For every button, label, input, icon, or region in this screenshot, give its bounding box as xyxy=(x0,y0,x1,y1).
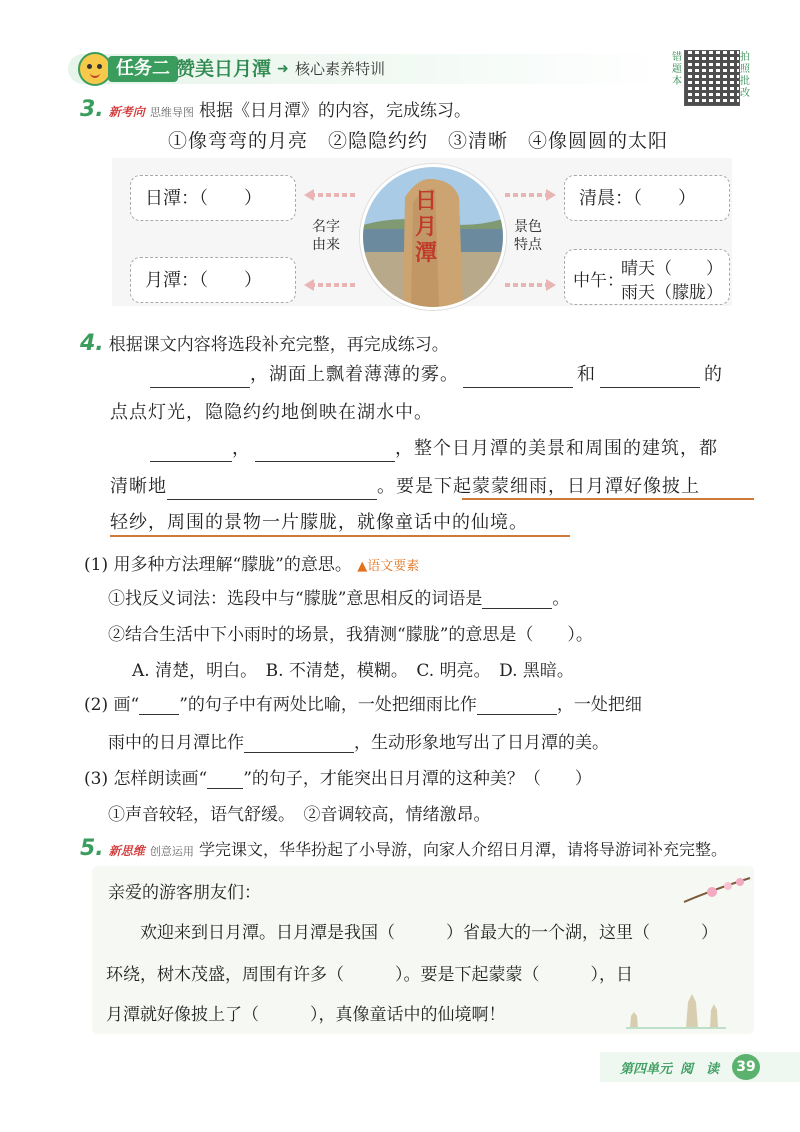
pagoda-icon xyxy=(626,990,726,1030)
q5-number: 5. xyxy=(80,836,104,861)
q4-p2-line2: 清晰地 。要是下起蒙蒙细雨，日月潭好像披上 xyxy=(110,474,700,500)
footer-section: 阅 读 xyxy=(680,1062,720,1077)
right-connector-label: 景色 特点 xyxy=(514,219,542,253)
blank-fill[interactable] xyxy=(150,367,250,388)
q4-number: 4. xyxy=(80,331,104,356)
q4-sub2-line1: (2) 画“ ”的句子中有两处比喻，一处把细雨比作 ，一处把细 xyxy=(84,695,642,715)
q4-p2-line1: ， ，整个日月潭的美景和周围的建筑，都 xyxy=(150,436,718,462)
blank-fill[interactable] xyxy=(244,732,354,753)
underline-mark xyxy=(462,498,754,500)
noon-sunny: 晴天（ ） xyxy=(621,259,723,279)
blank-fill[interactable] xyxy=(600,367,700,388)
task-badge: 任务二 xyxy=(108,56,178,82)
q4-heading xyxy=(80,330,449,356)
qr-right-label: 拍照批改 xyxy=(740,52,750,99)
q3-prompt: 根据《日月潭》的内容，完成练习。 xyxy=(198,101,471,121)
noon-label: 中午： xyxy=(573,271,624,291)
qr-code-icon[interactable] xyxy=(684,50,740,106)
q4-choices: A. 清楚，明白。 B. 不清楚，模糊。 C. 明亮。 D. 黑暗。 xyxy=(132,661,574,681)
task-title: 赞美日月潭 xyxy=(176,58,272,80)
q3-tag: 新考向 xyxy=(108,105,145,119)
task-subtitle: 核心素养特训 xyxy=(295,60,386,78)
q4-sub3-options: ①声音较轻，语气舒缓。 ②音调较高，情绪激昂。 xyxy=(108,805,491,825)
guide-line1: 欢迎来到日月潭。日月潭是我国（ ）省最大的一个湖，这里（ ） xyxy=(140,923,718,943)
mascot-icon xyxy=(78,52,112,86)
qr-left-label: 错题本 xyxy=(672,52,682,87)
left-connector-label: 名字 由来 xyxy=(312,219,340,253)
q3-heading xyxy=(80,96,471,122)
q4-sub1-b: ②结合生活中下小雨时的场景，我猜测“朦胧”的意思是（ ）。 xyxy=(108,625,593,645)
q3-tag-small: 思维导图 xyxy=(149,106,194,119)
q4-sub2-line2: 雨中的日月潭比作 ，生动形象地写出了日月潭的美。 xyxy=(108,733,609,753)
guide-greeting: 亲爱的游客朋友们： xyxy=(108,883,261,903)
q4-sub3: (3) 怎样朗读画“ ”的句子，才能突出日月潭的这种美？（ ） xyxy=(84,769,592,789)
underline-mark xyxy=(110,535,570,537)
q4-sub1-a: ①找反义词法：选段中与“朦胧”意思相反的词语是 。 xyxy=(108,589,570,609)
noon-rainy: 雨天（朦胧） xyxy=(621,283,723,303)
sub1-tag: 语文要素 xyxy=(367,559,420,574)
blank-fill[interactable] xyxy=(255,441,395,462)
underline-sample xyxy=(207,774,243,789)
underlined-sentence: 。要是下起蒙蒙细雨，日月潭好像披上 xyxy=(377,476,700,497)
page-number: 39 xyxy=(732,1054,760,1080)
blank-fill[interactable] xyxy=(477,694,557,715)
yuetan-box[interactable]: 月潭：（ ） xyxy=(130,257,296,303)
underline-sample xyxy=(139,700,179,715)
blossom-branch-icon xyxy=(682,872,752,908)
blank-fill[interactable] xyxy=(482,588,552,609)
q5-prompt: 学完课文，华华扮起了小导游，向家人介绍日月潭，请将导游词补充完整。 xyxy=(198,840,727,859)
blank-fill[interactable] xyxy=(150,441,232,462)
morning-box[interactable]: 清晨：（ ） xyxy=(564,175,730,221)
q5-heading xyxy=(80,836,727,861)
footer-unit: 第四单元 xyxy=(620,1062,673,1077)
q4-p1-line1: ，湖面上飘着薄薄的雾。 和 的 xyxy=(150,362,723,388)
q4-sub1: (1) 用多种方法理解“朦胧”的意思。 ▲语文要素 xyxy=(84,555,420,575)
blank-fill[interactable] xyxy=(167,479,377,500)
q3-number: 3. xyxy=(80,97,104,122)
q5-tag-small: 创意运用 xyxy=(149,845,194,858)
guide-line2: 环绕，树木茂盛，周围有许多（ ）。要是下起蒙蒙（ ），日 xyxy=(106,965,633,985)
q3-options: ①像弯弯的月亮 ②隐隐约约 ③清晰 ④像圆圆的太阳 xyxy=(168,130,669,152)
q4-prompt: 根据课文内容将选段补充完整，再完成练习。 xyxy=(108,335,449,355)
noon-box[interactable] xyxy=(564,249,730,305)
photo-carved-text: 日月潭 xyxy=(415,188,438,266)
blank-fill[interactable] xyxy=(463,367,573,388)
warning-icon: ▲ xyxy=(357,559,368,574)
q4-p2-line3: 轻纱，周围的景物一片朦胧，就像童话中的仙境。 xyxy=(110,512,528,533)
arrow-right-icon: ➜ xyxy=(277,61,289,77)
guide-line3: 月潭就好像披上了（ ），真像童话中的仙境啊！ xyxy=(106,1005,506,1025)
q4-p1-line2: 点点灯光，隐隐约约地倒映在湖水中。 xyxy=(110,402,433,423)
q5-tag: 新思维 xyxy=(108,844,145,858)
ritan-box[interactable]: 日潭：（ ） xyxy=(130,175,296,221)
